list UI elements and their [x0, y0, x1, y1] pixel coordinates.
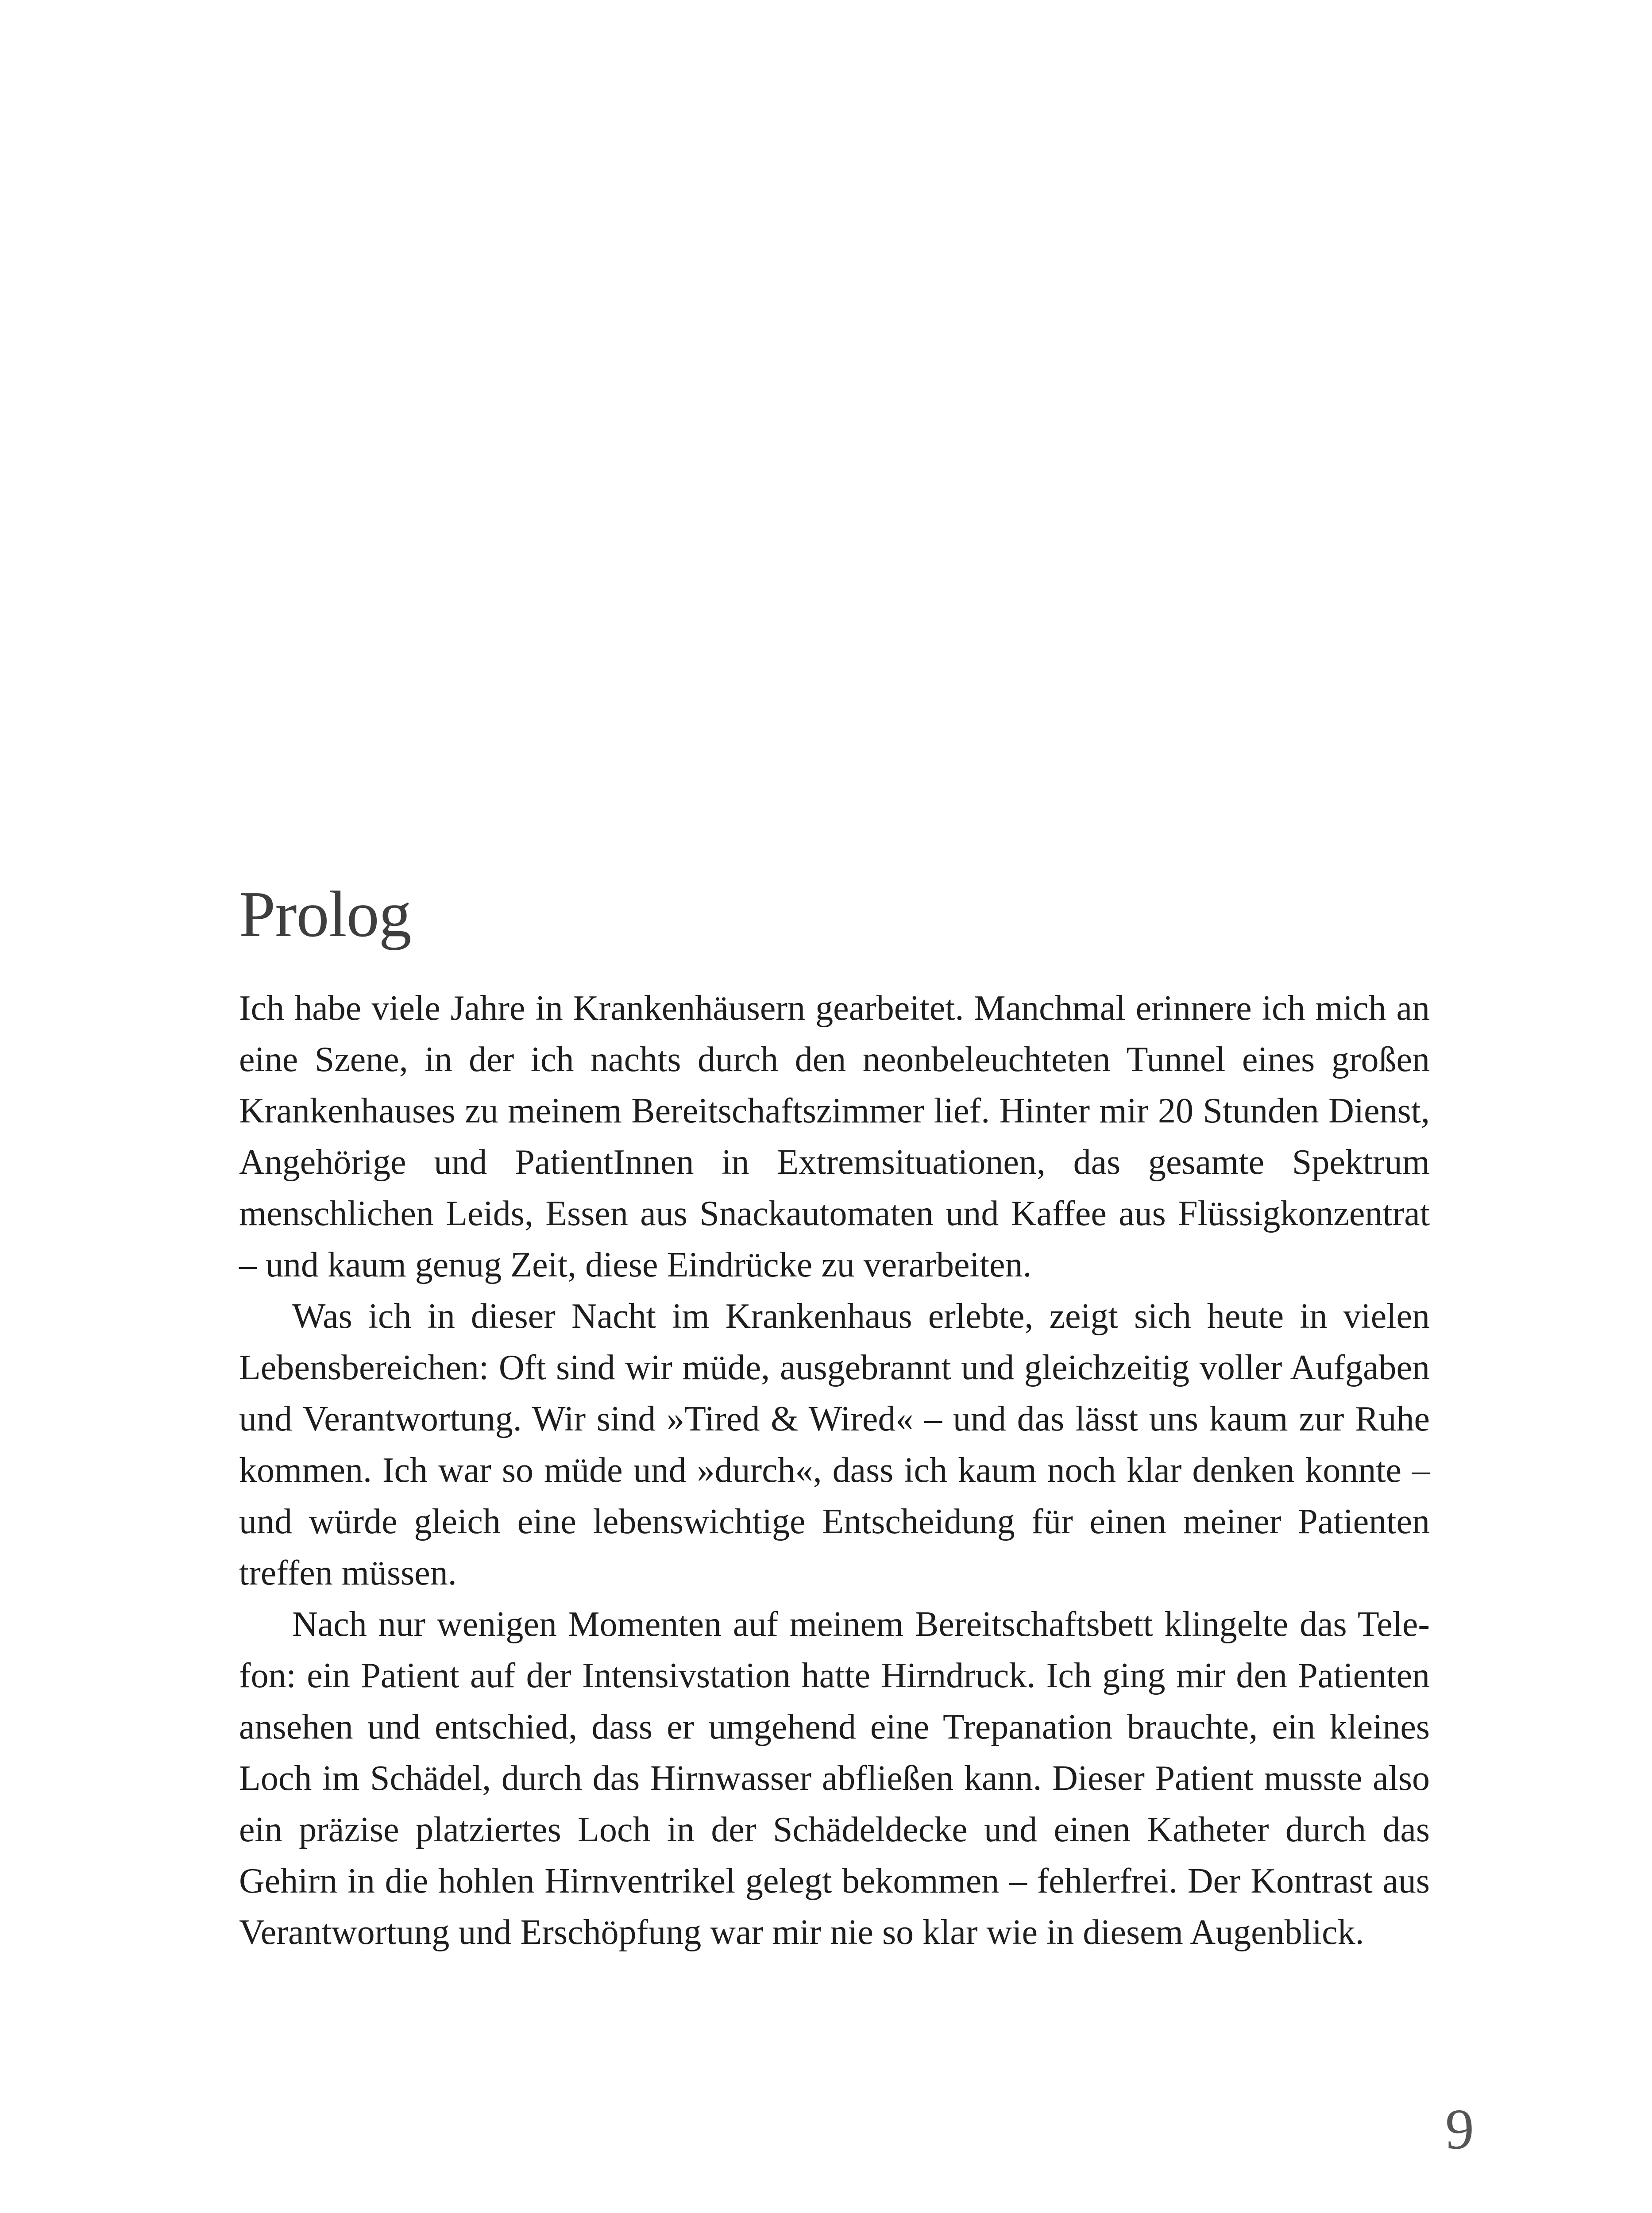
paragraph-2: Was ich in dieser Nacht im Krankenhaus erlebte, zeigt sich heute in vielen Lebensbereichen: Oft sind wir müde, ausgebrannt und gleichzeitig voller Aufgaben und Verantwortung. Wir sind »Tired & Wired« – und das lässt uns kaum zur Ruhe kommen. Ich war so müde und »durch«, dass ich kaum noch klar denken konnte – und würde gleich eine lebenswichtige Entscheidung für einen meiner Patienten treffen müssen.: [239, 1297, 1430, 1592]
page-number: 9: [1445, 2097, 1474, 2161]
body-text: [239, 983, 1430, 1958]
paragraph-1: Ich habe viele Jahre in Krankenhäusern gearbeitet. Manchmal erinnere ich mich an eine Szene, in der ich nachts durch den neonbeleuchteten Tunnel eines großen Krankenhauses zu meinem Bereitschaftszimmer lief. Hinter mir 20 Stunden Dienst, Angehörige und PatientInnen in Extremsituationen, das gesamte Spektrum menschlichen Leids, Essen aus Snackautomaten und Kaffee aus Flüssigkonzentrat – und kaum genug Zeit, diese Eindrücke zu verarbeiten.: [239, 989, 1430, 1284]
paragraph-3: Nach nur wenigen Momenten auf meinem Bereitschaftsbett klingelte das Telefon: ein Patient auf der Intensivstation hatte Hirndruck. Ich ging mir den Patienten ansehen und entschied, dass er umgehend eine Trepanation brauchte, ein kleines Loch im Schädel, durch das Hirnwasser abfließen kann. Dieser Patient musste also ein präzise platziertes Loch in der Schädeldecke und einen Katheter durch das Gehirn in die hohlen Hirnventrikel gelegt bekommen – fehlerfrei. Der Kontrast aus Verantwortung und Erschöpfung war mir nie so klar wie in diesem Augenblick.: [239, 1605, 1430, 1952]
chapter-title: Prolog: [239, 878, 411, 951]
